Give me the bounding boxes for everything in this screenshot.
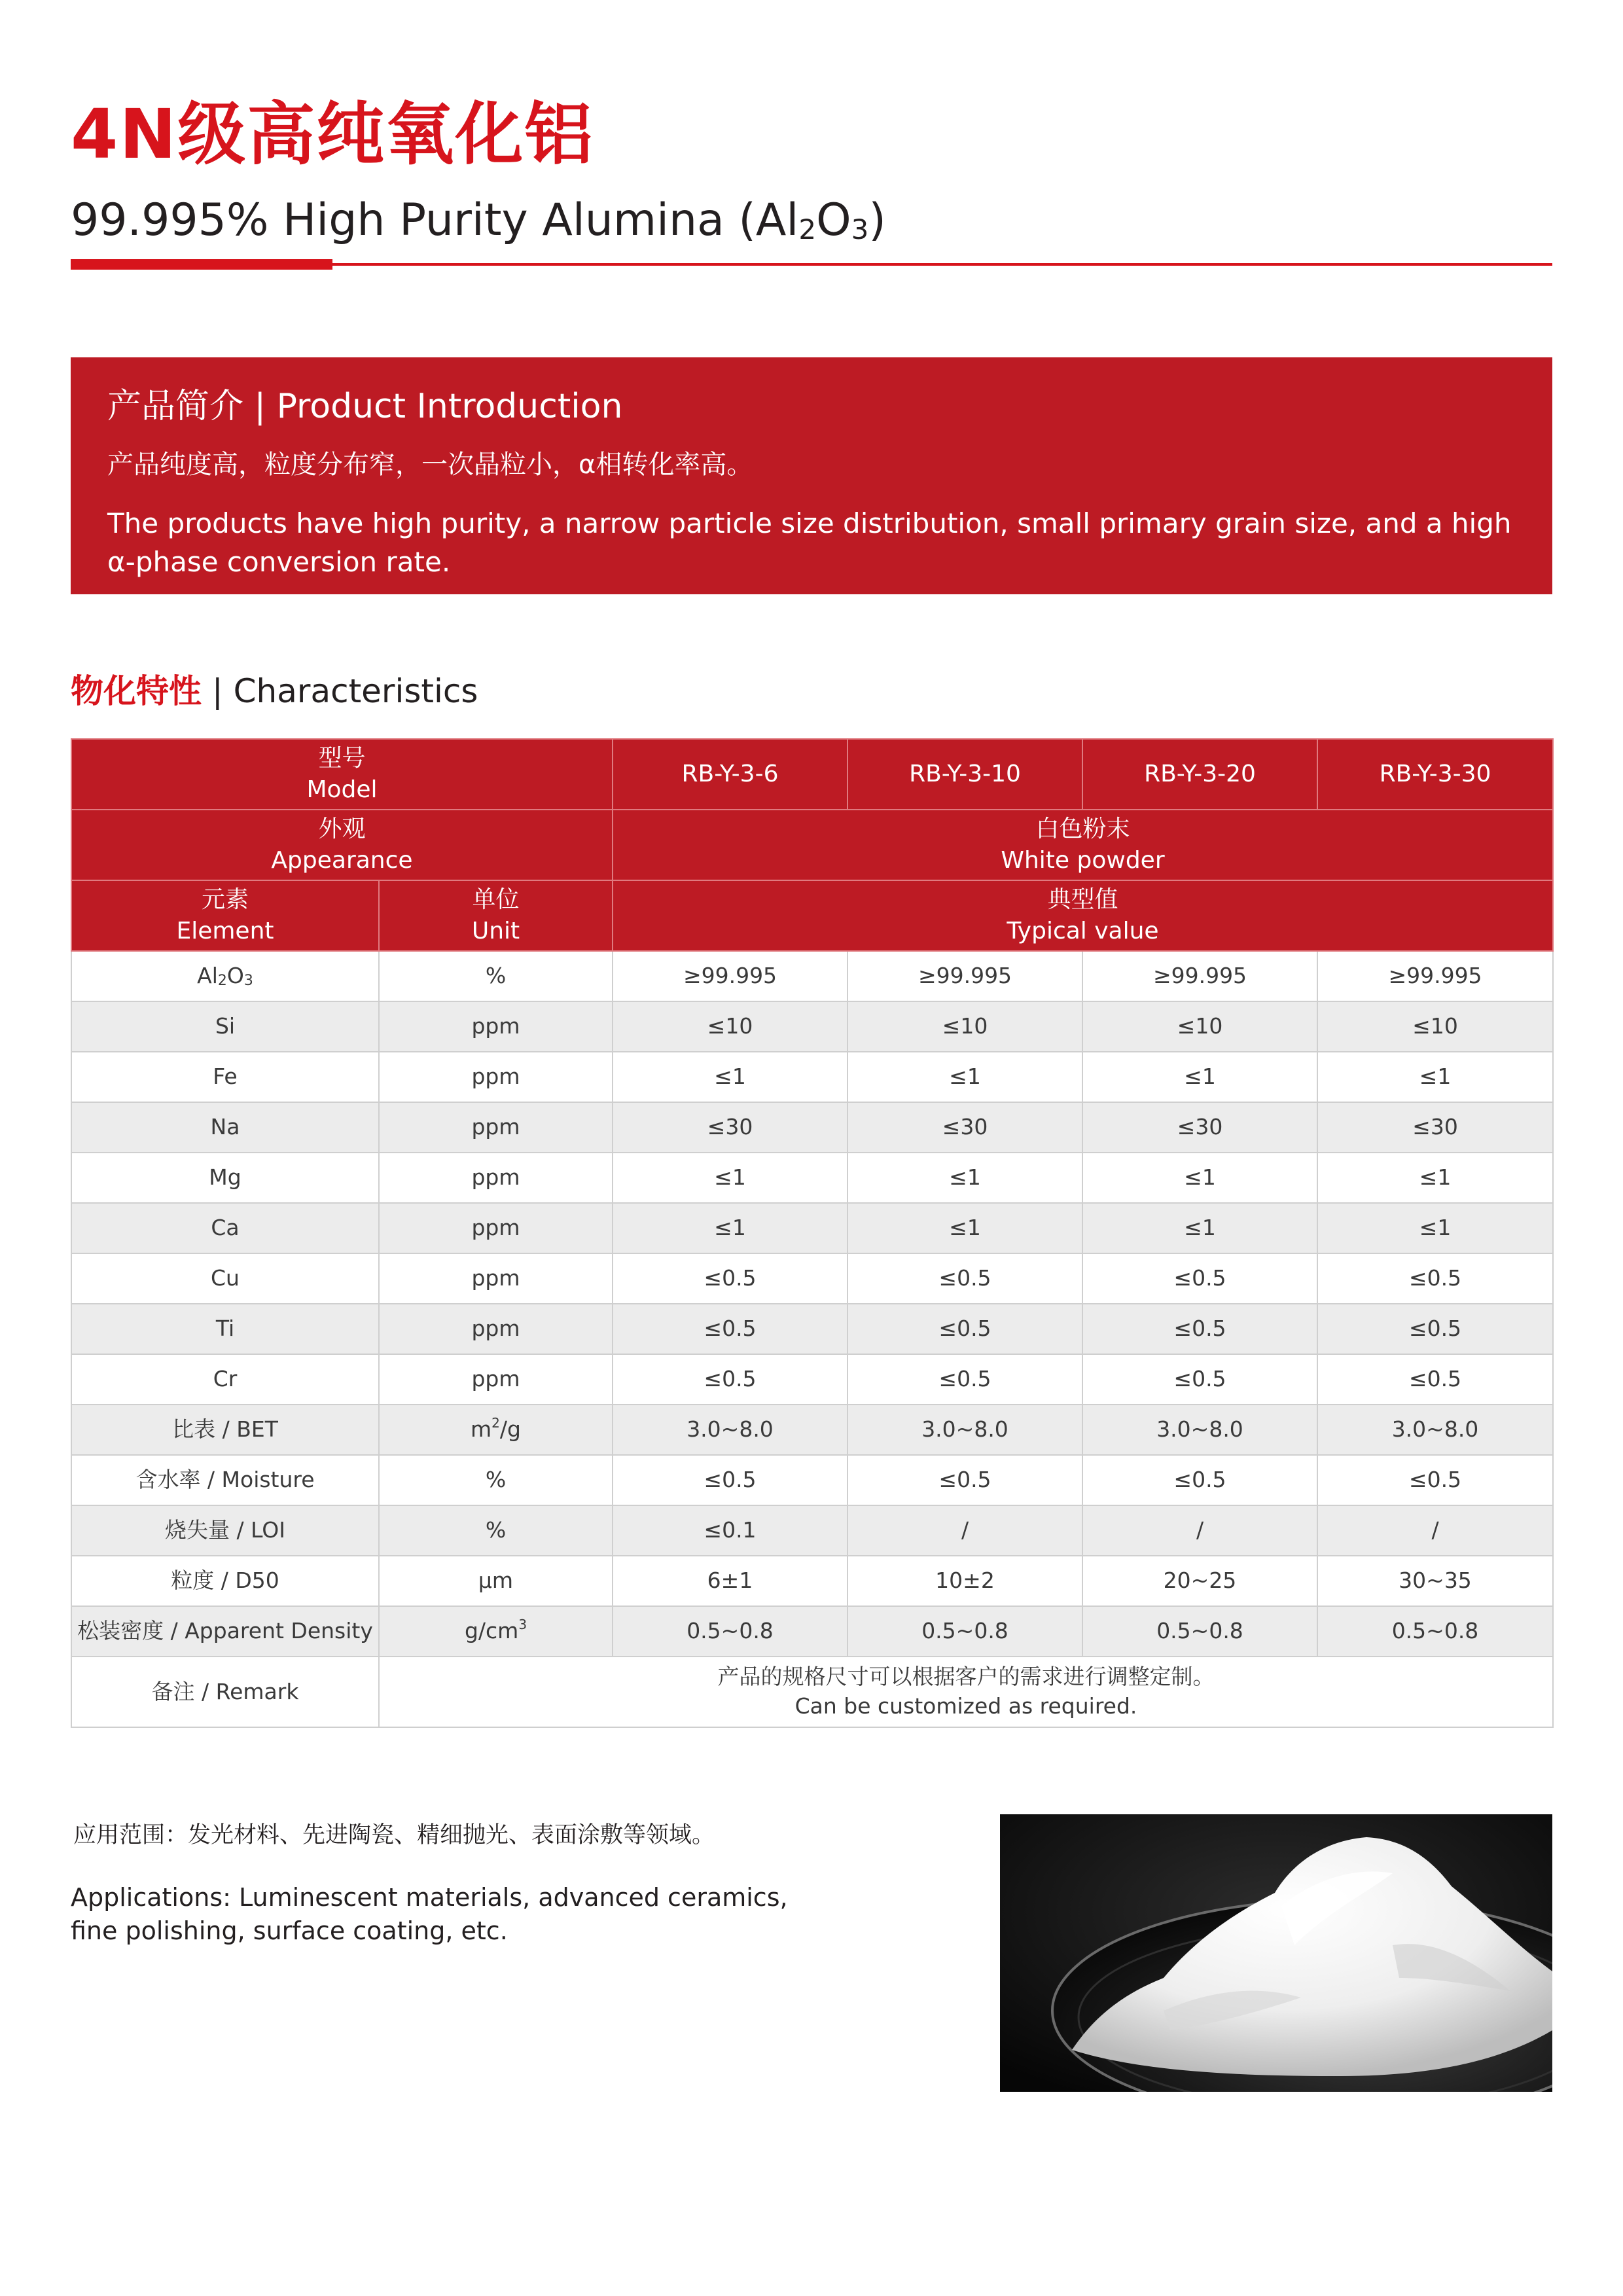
applications-text-cn: 应用范围：发光材料、先进陶瓷、精细抛光、表面涂敷等领域。 <box>73 1822 715 1848</box>
table-row <box>71 1001 1553 1052</box>
value-cell: 0.5~0.8 <box>613 1606 847 1657</box>
table-row <box>71 1606 1553 1657</box>
element-cell: Na <box>71 1102 379 1153</box>
value-cell: ≥99.995 <box>1082 951 1317 1001</box>
table-row <box>71 1102 1553 1153</box>
table-row <box>71 1304 1553 1354</box>
value-cell: ≤0.5 <box>1082 1455 1317 1505</box>
element-cell: 烧失量 / LOI <box>71 1505 379 1556</box>
page-title-en <box>71 196 886 245</box>
powder-photo-graphic <box>1000 1814 1552 2092</box>
value-cell: ≤0.5 <box>1317 1354 1553 1405</box>
unit-cell: ppm <box>379 1052 613 1102</box>
title-formula: $(Al_2O_3)$ <box>738 194 886 246</box>
table-row <box>71 951 1553 1001</box>
value-cell: / <box>1082 1505 1317 1556</box>
unit-cell: $g/cm^3$ <box>379 1606 613 1657</box>
element-cell: $Al_2O_3$ <box>71 951 379 1001</box>
unit-cell: μm <box>379 1556 613 1606</box>
value-cell: ≤1 <box>613 1203 847 1253</box>
product-photo <box>1000 1814 1552 2092</box>
page-title-cn: 4N级高纯氧化铝 <box>71 94 594 174</box>
element-cell: Mg <box>71 1153 379 1203</box>
value-cell: ≤1 <box>1317 1052 1553 1102</box>
intro-heading: 产品简介 | Product Introduction <box>107 387 623 426</box>
value-cell: ≤1 <box>1317 1203 1553 1253</box>
applications-text-en: Applications: Luminescent materials, advanced ceramics, fine polishing, surface coating, etc. <box>71 1883 788 1946</box>
appearance-row <box>71 810 1553 880</box>
element-cell: 松装密度 / Apparent Density <box>71 1606 379 1657</box>
element-cell: Cu <box>71 1253 379 1304</box>
table-row <box>71 1556 1553 1606</box>
value-cell: ≤0.5 <box>1082 1354 1317 1405</box>
value-cell: ≤0.1 <box>613 1505 847 1556</box>
element-cell: Fe <box>71 1052 379 1102</box>
product-intro-banner <box>71 357 1552 594</box>
table-row <box>71 1405 1553 1455</box>
model-cell: RB-Y-3-6 <box>613 739 847 810</box>
title-accent-bar <box>71 259 332 270</box>
value-cell: ≤10 <box>613 1001 847 1052</box>
value-cell: / <box>847 1505 1082 1556</box>
model-cell: RB-Y-3-30 <box>1317 739 1553 810</box>
value-cell: 3.0~8.0 <box>847 1405 1082 1455</box>
value-cell: ≤1 <box>1082 1052 1317 1102</box>
title-en-text: 99.995% High Purity Alumina <box>71 194 724 246</box>
value-cell: ≤0.5 <box>1082 1253 1317 1304</box>
remark-label: 备注 / Remark <box>71 1657 379 1727</box>
value-cell: 0.5~0.8 <box>847 1606 1082 1657</box>
unit-cell: ppm <box>379 1001 613 1052</box>
value-cell: ≤0.5 <box>613 1253 847 1304</box>
value-cell: ≤0.5 <box>1317 1253 1553 1304</box>
element-header: 元素 Element <box>71 880 379 951</box>
element-cell: Cr <box>71 1354 379 1405</box>
value-cell: ≤1 <box>1317 1153 1553 1203</box>
table-row <box>71 1354 1553 1405</box>
unit-cell: $m^2/g$ <box>379 1405 613 1455</box>
value-cell: 30~35 <box>1317 1556 1553 1606</box>
characteristics-heading <box>71 670 478 713</box>
value-cell: 20~25 <box>1082 1556 1317 1606</box>
remark-value: 产品的规格尺寸可以根据客户的需求进行调整定制。 Can be customized as required. <box>379 1657 1553 1727</box>
value-cell: ≥99.995 <box>1317 951 1553 1001</box>
value-cell: ≤0.5 <box>847 1354 1082 1405</box>
model-cell: RB-Y-3-20 <box>1082 739 1317 810</box>
table-row <box>71 1455 1553 1505</box>
model-label: 型号 Model <box>71 739 613 810</box>
typical-value-header: 典型值 Typical value <box>613 880 1553 951</box>
intro-text-en: The products have high purity, a narrow particle size distribution, small primary grain size, and a high α-phase conversion rate. <box>107 507 1512 579</box>
characteristics-heading-en: Characteristics <box>233 672 478 710</box>
unit-cell: ppm <box>379 1354 613 1405</box>
table-row <box>71 1052 1553 1102</box>
element-cell: Ca <box>71 1203 379 1253</box>
value-cell: ≤1 <box>847 1203 1082 1253</box>
characteristics-heading-cn: 物化特性 <box>71 672 202 710</box>
value-cell: 6±1 <box>613 1556 847 1606</box>
unit-cell: ppm <box>379 1203 613 1253</box>
appearance-label: 外观 Appearance <box>71 810 613 880</box>
value-cell: ≤10 <box>1082 1001 1317 1052</box>
value-cell: ≤0.5 <box>1317 1455 1553 1505</box>
value-cell: ≤1 <box>847 1052 1082 1102</box>
model-row <box>71 739 1553 810</box>
value-cell: 0.5~0.8 <box>1317 1606 1553 1657</box>
unit-cell: % <box>379 1505 613 1556</box>
element-cell: Ti <box>71 1304 379 1354</box>
value-cell: ≤10 <box>1317 1001 1553 1052</box>
appearance-value: 白色粉末 White powder <box>613 810 1553 880</box>
value-cell: 3.0~8.0 <box>613 1405 847 1455</box>
value-cell: 3.0~8.0 <box>1082 1405 1317 1455</box>
remark-row <box>71 1657 1553 1727</box>
element-cell: 比表 / BET <box>71 1405 379 1455</box>
element-cell: 含水率 / Moisture <box>71 1455 379 1505</box>
value-cell: ≤0.5 <box>1082 1304 1317 1354</box>
unit-cell: ppm <box>379 1304 613 1354</box>
unit-header: 单位 Unit <box>379 880 613 951</box>
value-cell: 0.5~0.8 <box>1082 1606 1317 1657</box>
element-cell: 粒度 / D50 <box>71 1556 379 1606</box>
value-cell: ≥99.995 <box>613 951 847 1001</box>
column-header-row <box>71 880 1553 951</box>
table-row <box>71 1153 1553 1203</box>
value-cell: ≥99.995 <box>847 951 1082 1001</box>
value-cell: / <box>1317 1505 1553 1556</box>
value-cell: ≤30 <box>1082 1102 1317 1153</box>
value-cell: ≤0.5 <box>847 1304 1082 1354</box>
element-cell: Si <box>71 1001 379 1052</box>
table-row <box>71 1203 1553 1253</box>
value-cell: ≤1 <box>1082 1153 1317 1203</box>
characteristics-heading-sep: | <box>202 672 234 710</box>
value-cell: ≤1 <box>1082 1203 1317 1253</box>
value-cell: ≤10 <box>847 1001 1082 1052</box>
value-cell: ≤0.5 <box>1317 1304 1553 1354</box>
intro-text-cn: 产品纯度高，粒度分布窄，一次晶粒小，α相转化率高。 <box>107 449 753 480</box>
table-row <box>71 1505 1553 1556</box>
table-row <box>71 1253 1553 1304</box>
value-cell: ≤0.5 <box>847 1253 1082 1304</box>
value-cell: ≤30 <box>1317 1102 1553 1153</box>
value-cell: ≤1 <box>613 1052 847 1102</box>
value-cell: ≤30 <box>847 1102 1082 1153</box>
value-cell: ≤0.5 <box>613 1304 847 1354</box>
unit-cell: ppm <box>379 1253 613 1304</box>
value-cell: ≤1 <box>847 1153 1082 1203</box>
unit-cell: % <box>379 951 613 1001</box>
unit-cell: ppm <box>379 1153 613 1203</box>
model-cell: RB-Y-3-10 <box>847 739 1082 810</box>
unit-cell: % <box>379 1455 613 1505</box>
value-cell: ≤0.5 <box>613 1354 847 1405</box>
value-cell: ≤0.5 <box>613 1455 847 1505</box>
value-cell: 3.0~8.0 <box>1317 1405 1553 1455</box>
value-cell: ≤30 <box>613 1102 847 1153</box>
unit-cell: ppm <box>379 1102 613 1153</box>
value-cell: 10±2 <box>847 1556 1082 1606</box>
spec-table <box>71 738 1554 1728</box>
value-cell: ≤1 <box>613 1153 847 1203</box>
value-cell: ≤0.5 <box>847 1455 1082 1505</box>
